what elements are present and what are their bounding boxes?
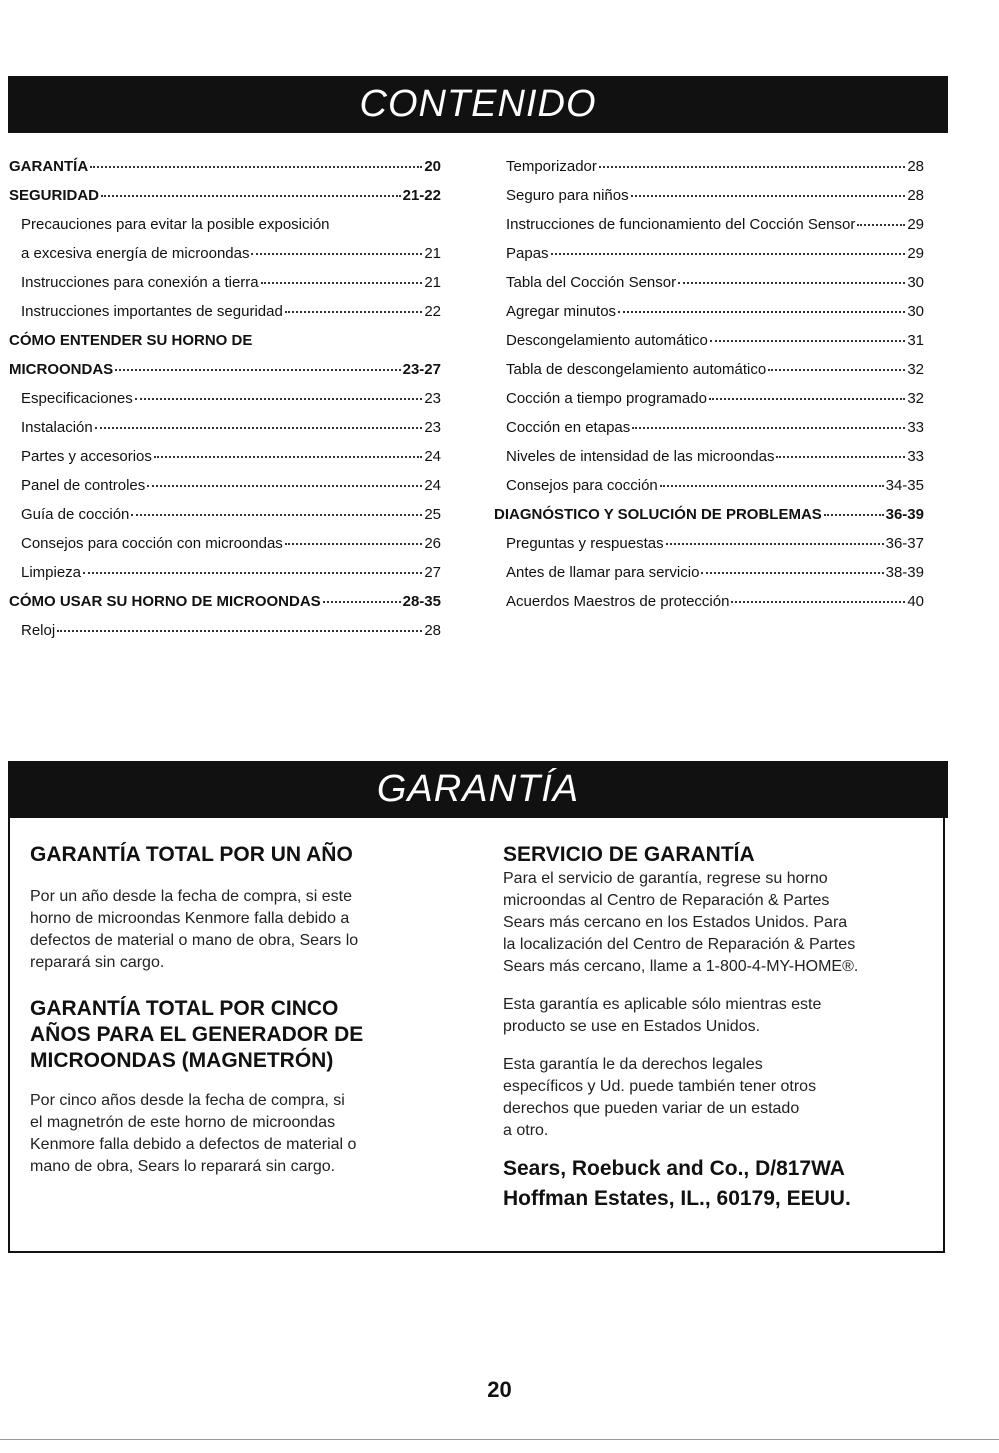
warranty-five-year-text [30, 1090, 450, 1178]
heading-line: GARANTÍA TOTAL POR CINCO [30, 997, 339, 1020]
toc-leader-dots [768, 369, 905, 371]
toc-entry [494, 477, 924, 506]
toc-entry-title: Consejos para cocción [506, 477, 658, 494]
heading-line: MICROONDAS (MAGNETRÓN) [30, 1049, 334, 1072]
toc-entry-page: 21 [424, 245, 441, 262]
text-line: defectos de material o mano de obra, Sears lo [30, 932, 359, 949]
toc-leader-dots [666, 543, 884, 545]
toc-entry [494, 506, 924, 535]
toc-entry [9, 216, 441, 245]
toc-entry [494, 158, 924, 187]
toc-entry-title: Instrucciones para conexión a tierra [21, 274, 259, 291]
bottom-divider [0, 1439, 999, 1440]
toc-entry-page: 32 [907, 390, 924, 407]
toc-entry-page: 32 [907, 361, 924, 378]
toc-leader-dots [678, 282, 905, 284]
toc-entry [494, 593, 924, 622]
text-line: a otro. [503, 1122, 549, 1139]
toc-entry-title: CÓMO USAR SU HORNO DE MICROONDAS [9, 593, 321, 610]
toc-leader-dots [101, 195, 401, 197]
toc-leader-dots [709, 398, 905, 400]
toc-entry [9, 506, 441, 535]
toc-entry [494, 303, 924, 332]
toc-entry-page: 28 [424, 622, 441, 639]
toc-entry-page: 34-35 [885, 477, 924, 494]
toc-entry-title: Panel de controles [21, 477, 146, 494]
toc-leader-dots [261, 282, 423, 284]
toc-entry [494, 361, 924, 390]
toc-entry-title: Reloj [21, 622, 56, 639]
toc-entry-page: 26 [424, 535, 441, 552]
toc-entry-title: DIAGNÓSTICO Y SOLUCIÓN DE PROBLEMAS [494, 506, 822, 523]
toc-entry [9, 564, 441, 593]
toc-entry [494, 274, 924, 303]
warranty-legal-rights-text [503, 1054, 933, 1142]
sears-address [503, 1154, 933, 1214]
toc-entry [494, 332, 924, 361]
toc-leader-dots [131, 514, 422, 516]
toc-entry [494, 535, 924, 564]
warranty-box [8, 818, 945, 1253]
toc-entry-page: 36-39 [885, 506, 924, 523]
toc-leader-dots [57, 630, 422, 632]
toc-entry [494, 448, 924, 477]
toc-entry-title: Antes de llamar para servicio [506, 564, 700, 581]
address-line: Hoffman Estates, IL., 60179, EEUU. [503, 1187, 851, 1210]
toc-entry-page: 38-39 [885, 564, 924, 581]
text-line: la localización del Centro de Reparación & Partes [503, 936, 856, 953]
toc-leader-dots [147, 485, 422, 487]
toc-entry-page: 30 [907, 274, 924, 291]
toc-entry-title: a excesiva energía de microondas [21, 245, 250, 262]
toc-entry-page: 24 [424, 448, 441, 465]
warranty-one-year-text [30, 886, 450, 974]
warranty-usa-only-text [503, 994, 933, 1038]
toc-entry-page: 21-22 [402, 187, 441, 204]
toc-leader-dots [710, 340, 906, 342]
toc-leader-dots [285, 543, 423, 545]
toc-leader-dots [731, 601, 905, 603]
text-line: Por un año desde la fecha de compra, si este [30, 888, 352, 905]
toc-entry-title: SEGURIDAD [9, 187, 100, 204]
text-line: el magnetrón de este horno de microondas [30, 1114, 336, 1131]
toc-entry-page: 27 [424, 564, 441, 581]
toc-entry [9, 245, 441, 274]
toc-entry-page: 23 [424, 390, 441, 407]
text-line: reparará sin cargo. [30, 954, 165, 971]
toc-leader-dots [135, 398, 423, 400]
garantia-title: GARANTÍA [8, 761, 948, 818]
toc-entry-page: 25 [424, 506, 441, 523]
toc-entry-title: GARANTÍA [9, 158, 89, 175]
toc-leader-dots [251, 253, 422, 255]
toc-entry [494, 419, 924, 448]
heading-line: AÑOS PARA EL GENERADOR DE [30, 1023, 364, 1046]
toc-left-column [9, 158, 441, 651]
toc-entry [9, 419, 441, 448]
text-line: Por cinco años desde la fecha de compra, si [30, 1092, 345, 1109]
toc-entry-page: 28 [907, 187, 924, 204]
toc-entry-page: 20 [424, 158, 441, 175]
toc-entry-page: 40 [907, 593, 924, 610]
toc-leader-dots [323, 601, 401, 603]
toc-entry-page: 29 [907, 216, 924, 233]
toc-leader-dots [857, 224, 905, 226]
page-number: 20 [487, 1377, 512, 1402]
text-line: Sears más cercano en los Estados Unidos. Para [503, 914, 848, 931]
toc-entry-title: Seguro para niños [506, 187, 629, 204]
toc-entry-page: 36-37 [885, 535, 924, 552]
warranty-service-text [503, 868, 933, 978]
toc-entry-page: 31 [907, 332, 924, 349]
toc-leader-dots [632, 427, 905, 429]
toc-entry [494, 564, 924, 593]
text-line: derechos que pueden variar de un estado [503, 1100, 800, 1117]
toc-entry [9, 274, 441, 303]
toc-entry [9, 622, 441, 651]
toc-entry [9, 593, 441, 622]
toc-entry-page: 30 [907, 303, 924, 320]
toc-entry-title: Cocción en etapas [506, 419, 631, 436]
toc-entry-title: Niveles de intensidad de las microondas [506, 448, 775, 465]
toc-entry-title: Instrucciones importantes de seguridad [21, 303, 283, 320]
toc-entry-title: Acuerdos Maestros de protección [506, 593, 730, 610]
toc-entry [9, 477, 441, 506]
toc-entry [494, 390, 924, 419]
toc-entry-title: Temporizador [506, 158, 597, 175]
toc-entry-title: Consejos para cocción con microondas [21, 535, 283, 552]
text-line: mano de obra, Sears lo reparará sin cargo. [30, 1158, 336, 1175]
address-line: Sears, Roebuck and Co., D/817WA [503, 1157, 845, 1180]
warranty-service-heading: SERVICIO DE GARANTÍA [503, 843, 755, 866]
text-line: específicos y Ud. puede también tener otros [503, 1078, 817, 1095]
toc-leader-dots [551, 253, 906, 255]
toc-entry [9, 187, 441, 216]
toc-entry-title: Cocción a tiempo programado [506, 390, 707, 407]
toc-entry-title: Precauciones para evitar la posible exposición [21, 216, 330, 233]
toc-entry [9, 332, 441, 361]
toc-entry-title: Limpieza [21, 564, 82, 581]
toc-leader-dots [631, 195, 906, 197]
toc-entry [9, 448, 441, 477]
toc-leader-dots [83, 572, 422, 574]
toc-entry [9, 361, 441, 390]
toc-entry [494, 187, 924, 216]
toc-entry-title: Instalación [21, 419, 93, 436]
warranty-one-year-heading: GARANTÍA TOTAL POR UN AÑO [30, 843, 353, 866]
text-line: Sears más cercano, llame a 1-800-4-MY-HOME®. [503, 958, 859, 975]
toc-entry [9, 535, 441, 564]
warranty-right-column [503, 818, 933, 1214]
toc-entry-page: 29 [907, 245, 924, 262]
toc-entry-title: Papas [506, 245, 549, 262]
toc-leader-dots [599, 166, 905, 168]
toc-leader-dots [824, 514, 884, 516]
toc-right-column [494, 158, 924, 622]
toc-leader-dots [95, 427, 423, 429]
toc-entry-title: Preguntas y respuestas [506, 535, 664, 552]
toc-entry-title: Especificaciones [21, 390, 133, 407]
toc-entry-title: Tabla del Cocción Sensor [506, 274, 677, 291]
toc-leader-dots [701, 572, 883, 574]
toc-leader-dots [115, 369, 400, 371]
toc-entry-title: CÓMO ENTENDER SU HORNO DE [9, 332, 253, 349]
toc-leader-dots [285, 311, 423, 313]
contenido-title: CONTENIDO [8, 76, 948, 133]
toc-entry-page: 21 [424, 274, 441, 291]
toc-entry [9, 303, 441, 332]
text-line: Kenmore falla debido a defectos de material o [30, 1136, 357, 1153]
warranty-left-column [30, 818, 450, 1178]
toc-entry-page: 24 [424, 477, 441, 494]
text-line: producto se use en Estados Unidos. [503, 1018, 761, 1035]
text-line: Para el servicio de garantía, regrese su horno [503, 870, 828, 887]
toc-entry-page: 33 [907, 419, 924, 436]
toc-leader-dots [776, 456, 905, 458]
toc-leader-dots [618, 311, 905, 313]
toc-entry-page: 23 [424, 419, 441, 436]
toc-entry-page: 33 [907, 448, 924, 465]
toc-entry [9, 158, 441, 187]
text-line: Esta garantía es aplicable sólo mientras este [503, 996, 822, 1013]
toc-entry-title: Guía de cocción [21, 506, 130, 523]
toc-entry-title: Descongelamiento automático [506, 332, 708, 349]
warranty-five-year-heading [30, 996, 450, 1074]
toc-entry-title: Agregar minutos [506, 303, 617, 320]
toc-leader-dots [154, 456, 422, 458]
toc-leader-dots [660, 485, 884, 487]
toc-entry-title: Tabla de descongelamiento automático [506, 361, 767, 378]
text-line: microondas al Centro de Reparación & Partes [503, 892, 830, 909]
text-line: Esta garantía le da derechos legales [503, 1056, 763, 1073]
toc-entry-page: 22 [424, 303, 441, 320]
toc-entry [494, 245, 924, 274]
toc-entry-title: MICROONDAS [9, 361, 114, 378]
toc-entry-page: 28 [907, 158, 924, 175]
toc-entry [9, 390, 441, 419]
toc-entry-page: 23-27 [402, 361, 441, 378]
toc-entry-title: Partes y accesorios [21, 448, 152, 465]
toc-entry-title: Instrucciones de funcionamiento del Cocción Sensor [506, 216, 856, 233]
toc-entry [494, 216, 924, 245]
toc-leader-dots [90, 166, 422, 168]
text-line: horno de microondas Kenmore falla debido a [30, 910, 350, 927]
toc-entry-page: 28-35 [402, 593, 441, 610]
